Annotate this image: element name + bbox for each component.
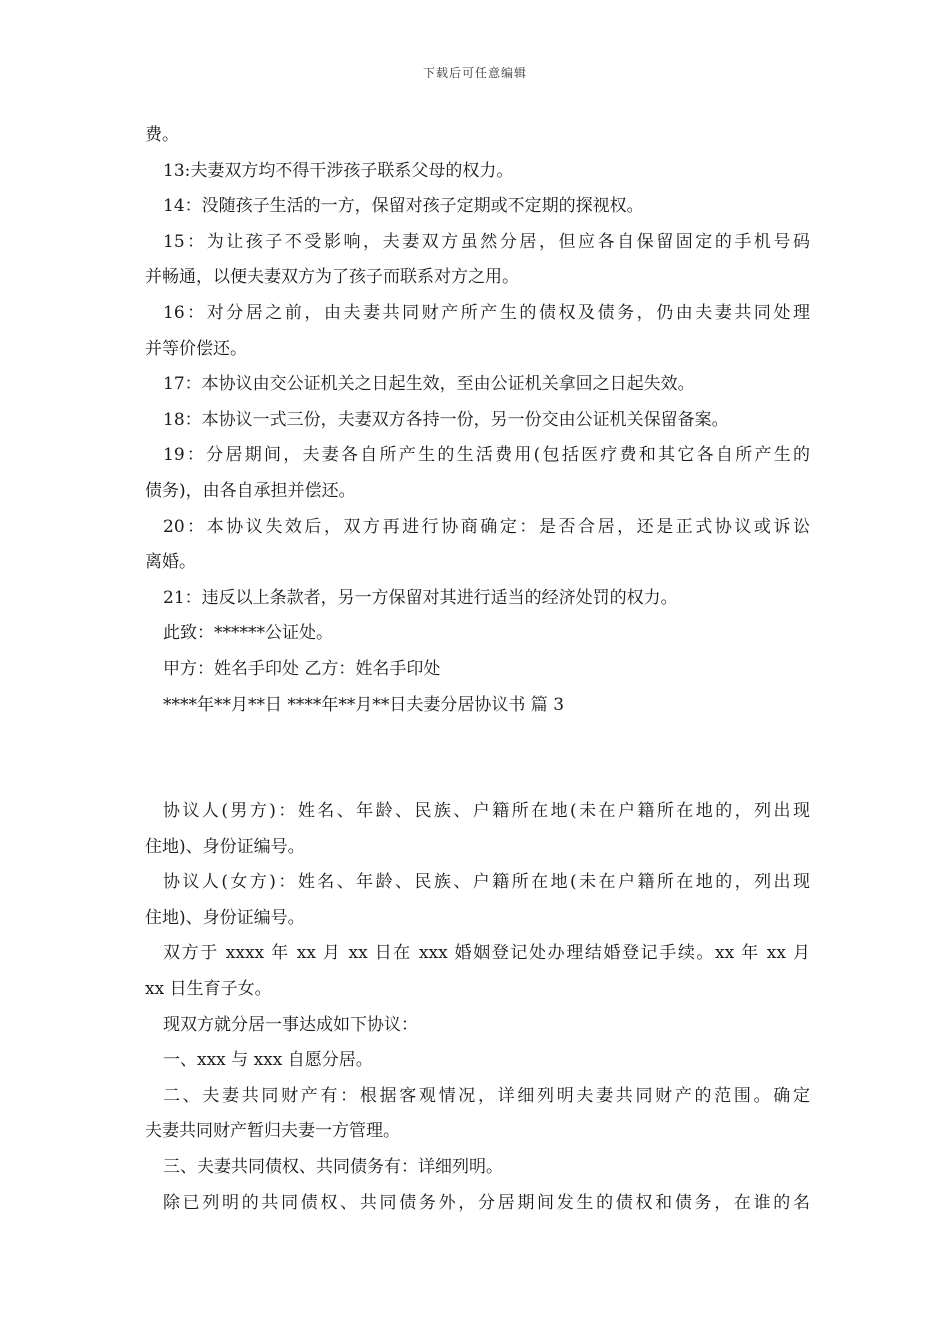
paragraph-line: 并等价偿还。: [145, 338, 247, 359]
paragraph-line: 协议人(女方)：姓名、年龄、民族、户籍所在地(未在户籍所在地的，列出现: [163, 872, 810, 893]
section-spacer: [145, 723, 810, 794]
paragraph-line: 二、夫妻共同财产有：根据客观情况，详细列明夫妻共同财产的范围。确定: [163, 1085, 810, 1106]
paragraph-line: 离婚。: [145, 552, 196, 573]
paragraph-line: 15：为让孩子不受影响，夫妻双方虽然分居，但应各自保留固定的手机号码: [163, 231, 810, 252]
paragraph-line: 16：对分居之前，由夫妻共同财产所产生的债权及债务，仍由夫妻共同处理: [163, 302, 810, 323]
paragraph-line: ****年**月**日 ****年**月**日夫妻分居协议书 篇 3: [163, 694, 565, 715]
agreement-section-3: [145, 794, 810, 1221]
paragraph-line: 20：本协议失效后，双方再进行协商确定：是否合居，还是正式协议或诉讼: [163, 516, 810, 537]
paragraph-line: 21：违反以上条款者，另一方保留对其进行适当的经济处罚的权力。: [163, 587, 678, 608]
paragraph-line: 并畅通，以便夫妻双方为了孩子而联系对方之用。: [145, 267, 519, 288]
page-header: 下载后可任意编辑: [422, 66, 527, 80]
agreement-clauses-section: [145, 118, 810, 723]
paragraph-line: 现双方就分居一事达成如下协议：: [163, 1014, 418, 1035]
paragraph-line: 19：分居期间，夫妻各自所产生的生活费用(包括医疗费和其它各自所产生的: [163, 445, 810, 466]
paragraph-line: 一、xxx 与 xxx 自愿分居。: [163, 1050, 373, 1071]
paragraph-line: 13:夫妻双方均不得干涉孩子联系父母的权力。: [163, 160, 514, 181]
paragraph-line: 三、夫妻共同债权、共同债务有：详细列明。: [163, 1157, 503, 1178]
paragraph-line: 甲方：姓名手印处 乙方：姓名手印处: [163, 658, 441, 679]
paragraph-line: 费。: [145, 125, 179, 145]
paragraph-line: 协议人(男方)：姓名、年龄、民族、户籍所在地(未在户籍所在地的，列出现: [163, 801, 810, 822]
paragraph-line: 除已列明的共同债权、共同债务外，分居期间发生的债权和债务，在谁的名: [163, 1192, 810, 1213]
paragraph-line: 夫妻共同财产暂归夫妻一方管理。: [145, 1121, 400, 1142]
paragraph-line: 住地)、身份证编号。: [145, 836, 305, 857]
paragraph-line: 住地)、身份证编号。: [145, 907, 305, 928]
paragraph-line: 双方于 xxxx 年 xx 月 xx 日在 xxx 婚姻登记处办理结婚登记手续。xx 年 xx 月: [163, 943, 810, 964]
paragraph-line: xx 日生育子女。: [145, 979, 272, 1000]
paragraph-line: 18：本协议一式三份，夫妻双方各持一份，另一份交由公证机关保留备案。: [163, 409, 729, 430]
paragraph-line: 17：本协议由交公证机关之日起生效，至由公证机关拿回之日起失效。: [163, 374, 695, 395]
paragraph-line: 此致：******公证处。: [163, 623, 333, 644]
paragraph-line: 14：没随孩子生活的一方，保留对孩子定期或不定期的探视权。: [163, 196, 644, 217]
paragraph-line: 债务)，由各自承担并偿还。: [145, 480, 356, 501]
document-body: [145, 118, 810, 1221]
